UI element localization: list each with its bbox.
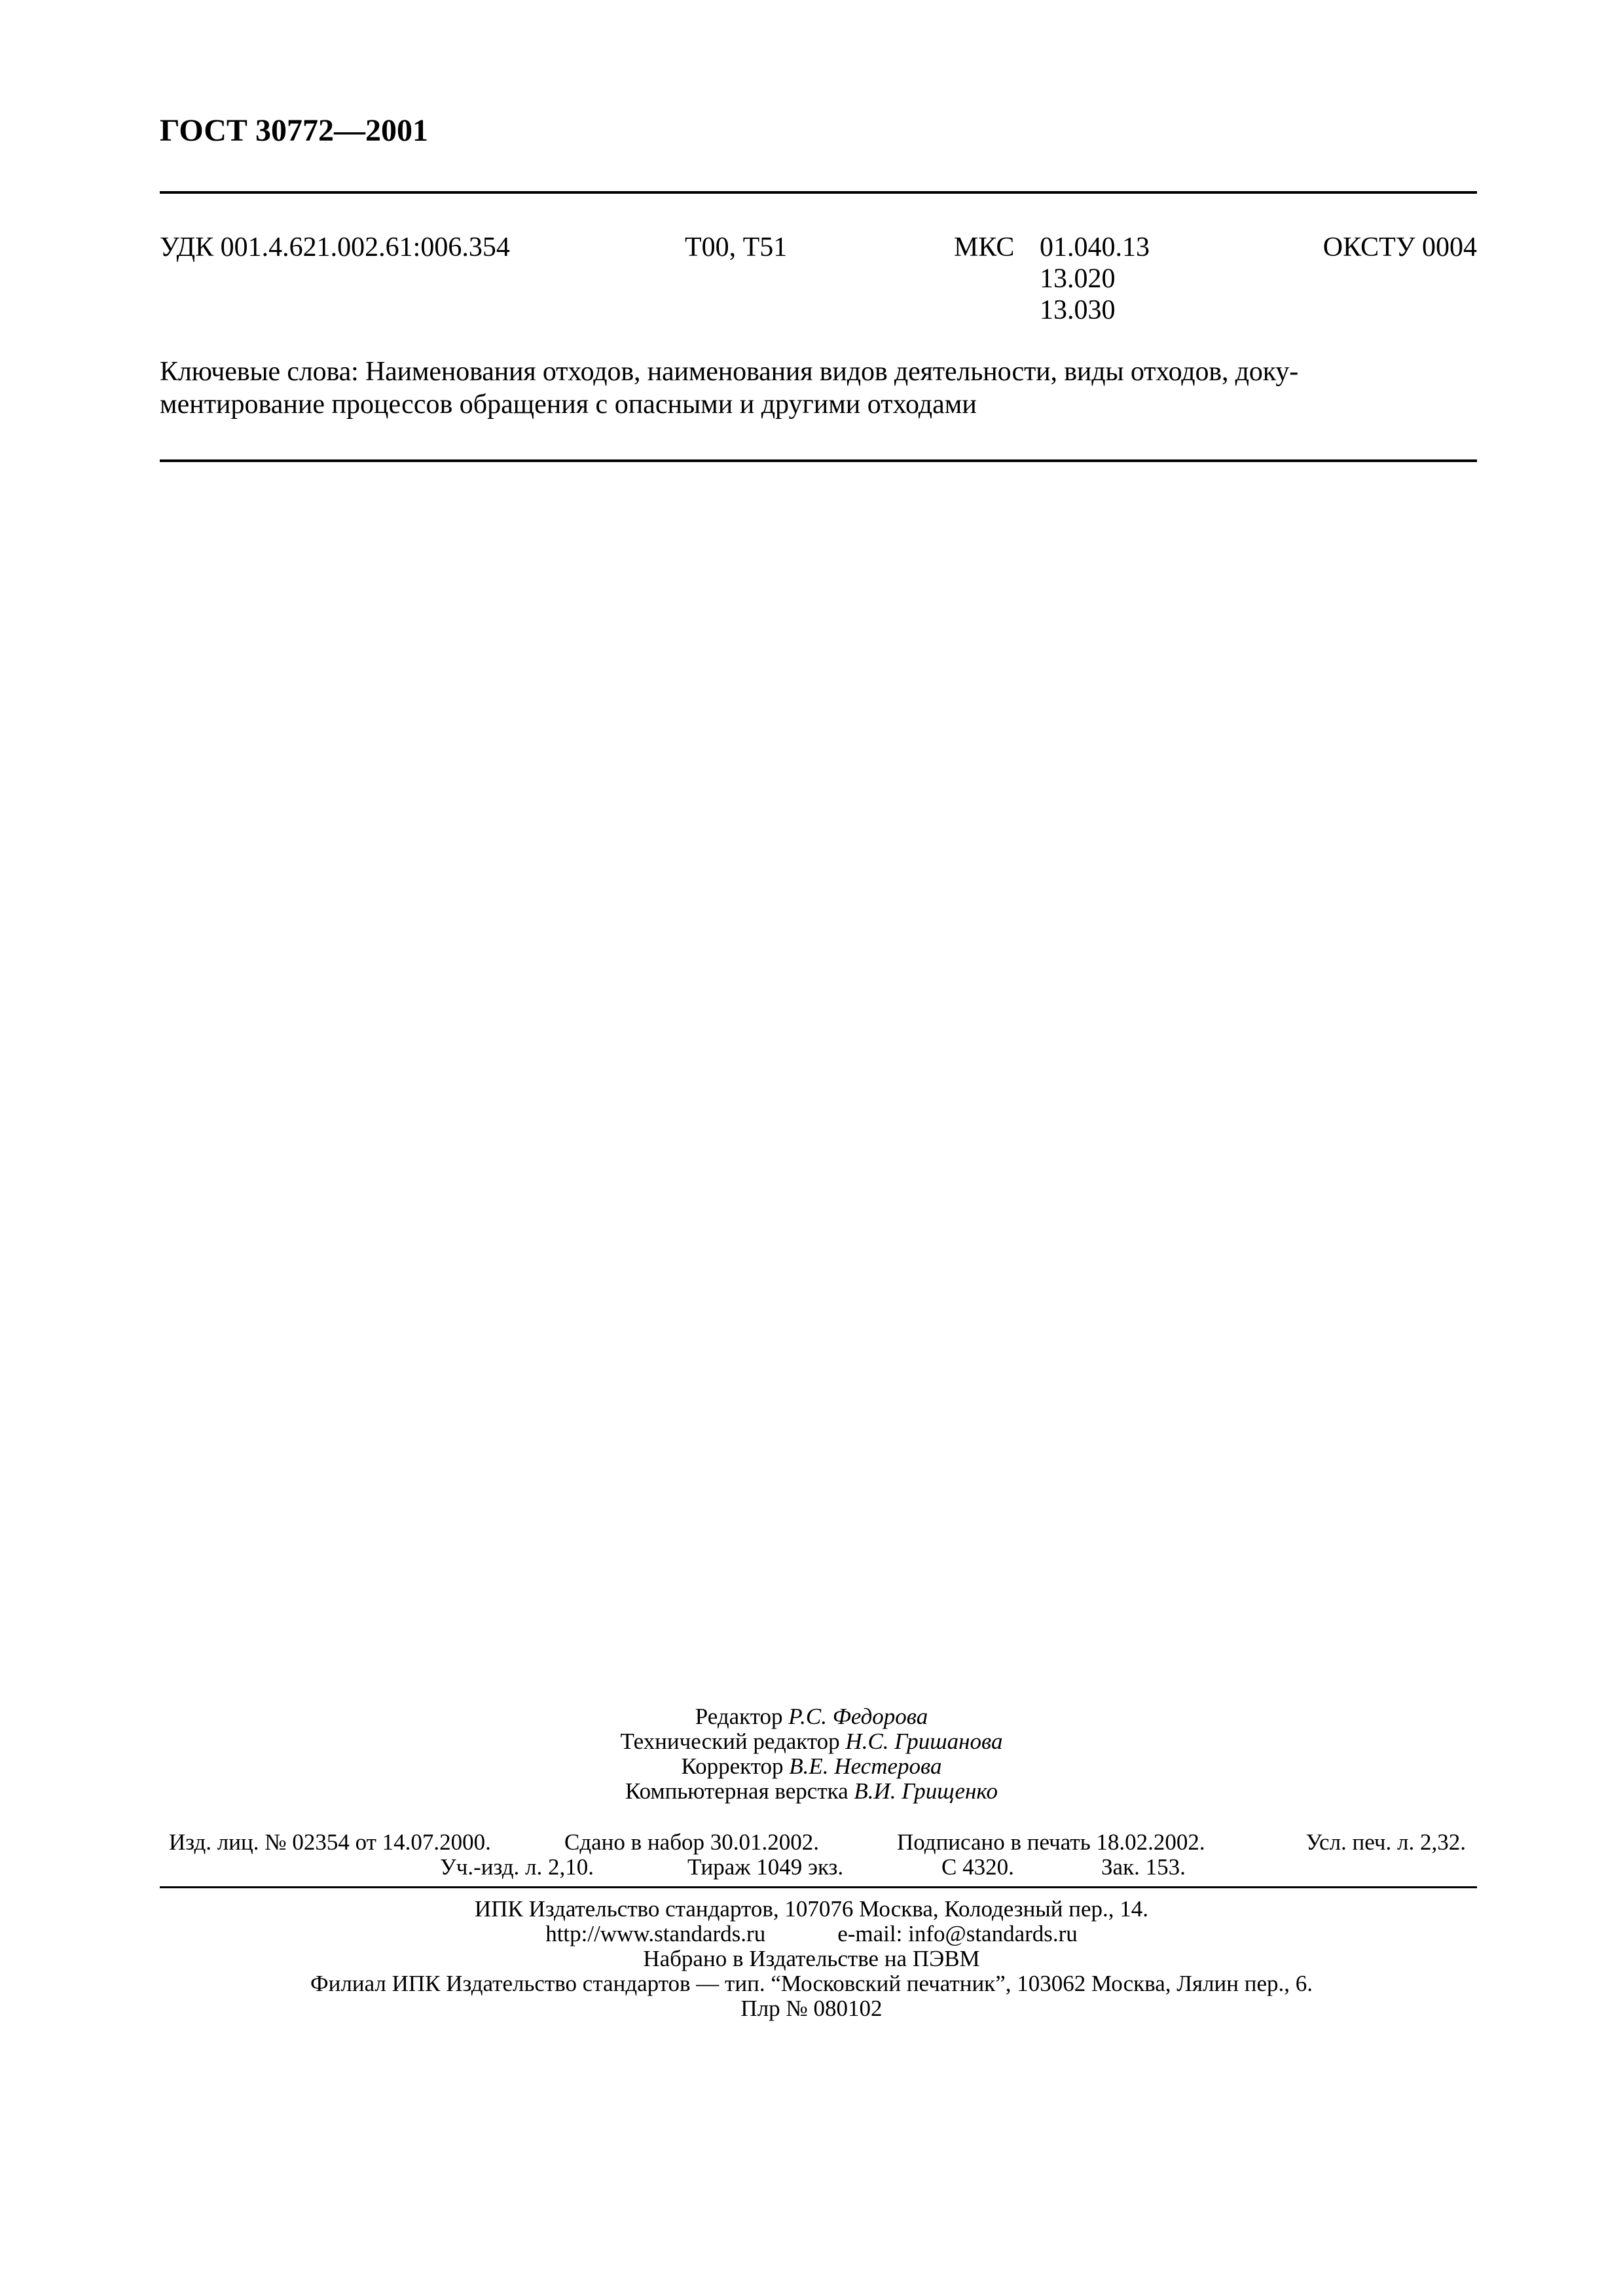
keywords-block bbox=[160, 356, 1477, 420]
credits-block bbox=[0, 1704, 1623, 1804]
mks-code: 13.030 bbox=[1040, 295, 1116, 325]
udk-code: УДК 001.4.621.002.61:006.354 bbox=[160, 232, 510, 262]
imprint-pub-sheets: Уч.-изд. л. 2,10. bbox=[440, 1854, 594, 1880]
publisher-license: Плр № 080102 bbox=[740, 1996, 883, 2021]
imprint-print-sheets: Усл. печ. л. 2,32. bbox=[1305, 1829, 1466, 1855]
credit-line bbox=[0, 1729, 1623, 1754]
credit-line bbox=[0, 1704, 1623, 1729]
imprint-rule bbox=[160, 1886, 1477, 1888]
credit-name: В.Е. Нестерова bbox=[789, 1753, 942, 1779]
imprint-circulation: Тираж 1049 экз. bbox=[687, 1854, 844, 1880]
mks-label: МКС bbox=[954, 232, 1015, 262]
credit-name: Р.С. Федорова bbox=[788, 1704, 928, 1729]
publisher-contacts bbox=[0, 1922, 1623, 1946]
credit-role: Редактор bbox=[695, 1704, 783, 1729]
imprint-typeset: Сдано в набор 30.01.2002. bbox=[564, 1829, 820, 1855]
imprint-code: С 4320. bbox=[941, 1854, 1014, 1880]
group-code: Т00, Т51 bbox=[685, 232, 788, 262]
keywords-line-2: ментирование процессов обращения с опасными и другими отходами bbox=[160, 389, 977, 420]
okstu-code: ОКСТУ 0004 bbox=[1322, 232, 1477, 262]
publisher-url: http://www.standards.ru bbox=[545, 1921, 766, 1946]
keywords-rule bbox=[160, 459, 1477, 462]
imprint-signed: Подписано в печать 18.02.2002. bbox=[897, 1829, 1205, 1855]
credit-line bbox=[0, 1754, 1623, 1779]
top-rule bbox=[160, 191, 1477, 194]
credit-name: В.И. Грищенко bbox=[854, 1778, 998, 1804]
credit-line bbox=[0, 1779, 1623, 1804]
imprint-license: Изд. лиц. № 02354 от 14.07.2000. bbox=[169, 1829, 491, 1855]
publisher-email: e-mail: info@standards.ru bbox=[837, 1921, 1078, 1946]
publisher-address: ИПК Издательство стандартов, 107076 Москва, Колодезный пер., 14. bbox=[474, 1896, 1149, 1922]
credit-role: Технический редактор bbox=[620, 1729, 840, 1754]
mks-code: 01.040.13 bbox=[1040, 232, 1150, 262]
keywords-line-1: Ключевые слова: Наименования отходов, наименования видов деятельности, виды отходов, доку- bbox=[160, 357, 1299, 387]
imprint-order: Зак. 153. bbox=[1101, 1854, 1186, 1880]
publisher-typeset-note: Набрано в Издательстве на ПЭВМ bbox=[643, 1946, 980, 1971]
credit-name: Н.С. Гришанова bbox=[845, 1729, 1003, 1754]
mks-codes bbox=[1040, 232, 1150, 326]
credit-role: Корректор bbox=[681, 1753, 784, 1779]
publisher-block bbox=[0, 1897, 1623, 2021]
document-title: ГОСТ 30772—2001 bbox=[160, 113, 428, 148]
credit-role: Компьютерная верстка bbox=[625, 1778, 848, 1804]
publisher-branch: Филиал ИПК Издательство стандартов — тип. “Московский печатник”, 103062 Москва, Лялин пер., 6. bbox=[310, 1971, 1313, 1996]
mks-code: 13.020 bbox=[1040, 264, 1116, 294]
